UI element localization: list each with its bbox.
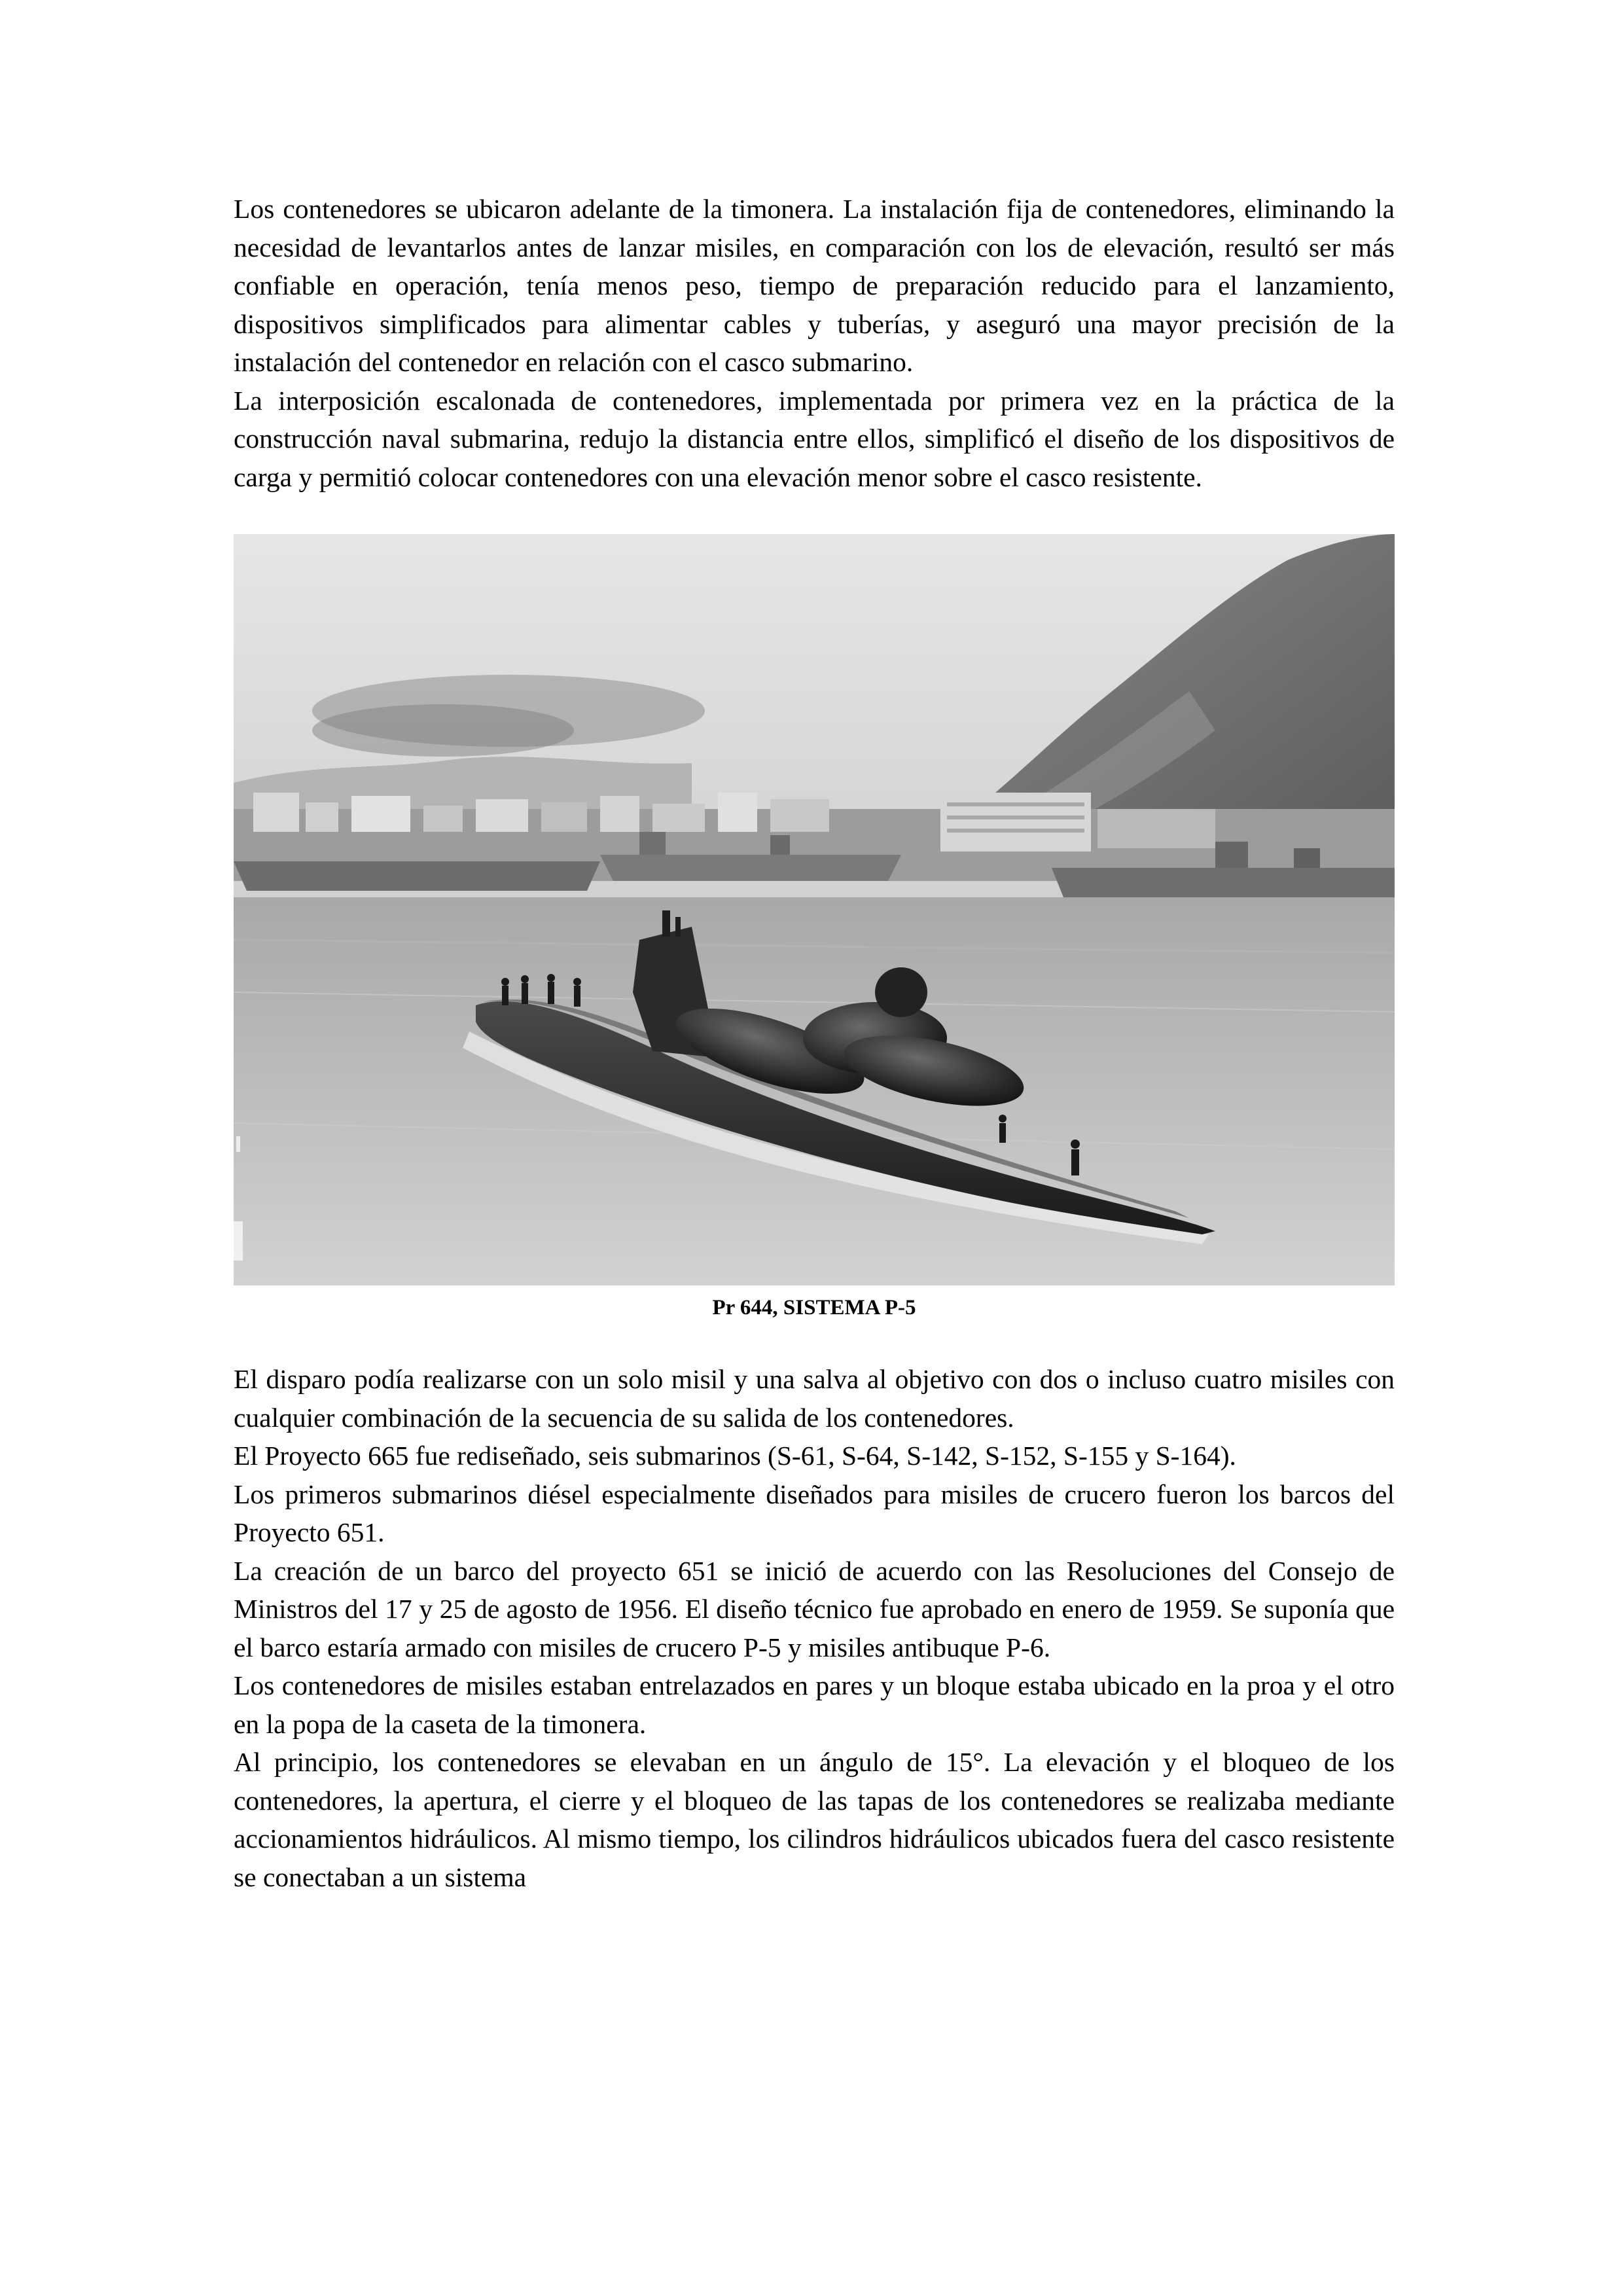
figure-caption: Pr 644, SISTEMA P-5: [712, 1296, 916, 1319]
spacer: [234, 1321, 1395, 1360]
paragraph-project-665: El Proyecto 665 fue rediseñado, seis submarinos (S-61, S-64, S-142, S-152, S-155 y S-164).: [234, 1441, 1236, 1471]
paragraph-staggered-containers: La interposición escalonada de contenedores, implementada por primera vez en la práctica de la construcción naval submarina, redujo la distancia entre ellos, simplificó el diseño de los dispositivos de carga y permitió colocar contenedores con una elevación menor sobre el casco resistente.: [234, 385, 1395, 492]
paragraph-firing: El disparo podía realizarse con un solo misil y una salva al objetivo con dos o incluso cuatro misiles con cualquier combinación de la secuencia de su salida de los contenedores.: [234, 1364, 1395, 1433]
submarine-photo-figure: [234, 534, 1395, 1285]
document-page: [234, 190, 1395, 1896]
paragraph-elevation: Al principio, los contenedores se elevaban en un ángulo de 15°. La elevación y el bloqueo de los contenedores, la apertura, el cierre y el bloqueo de las tapas de los contenedores se realizaba mediante accionamientos hidráulicos. Al mismo tiempo, los cilindros hidráulicos ubicados fuera del casco resistente se conectaban a un sistema: [234, 1747, 1395, 1892]
paragraph-container-fixed: Los contenedores se ubicaron adelante de la timonera. La instalación fija de contenedores, eliminando la necesidad de levantarlos antes de lanzar misiles, en comparación con los de elevación, resultó ser más confiable en operación, tenía menos peso, tiempo de preparación reducido para el lanzamiento, dispositivos simplificados para alimentar cables y tuberías, y aseguró una mayor precisión de la instalación del contenedor en relación con el casco submarino.: [234, 194, 1395, 377]
paragraph-first-diesel: Los primeros submarinos diésel especialmente diseñados para misiles de crucero fueron los barcos del Proyecto 651.: [234, 1479, 1395, 1547]
submarine-photo: [234, 534, 1395, 1285]
paragraph-containers-pairs: Los contenedores de misiles estaban entrelazados en pares y un bloque estaba ubicado en la proa y el otro en la popa de la caseta de la timonera.: [234, 1670, 1395, 1739]
paragraph-project-651: La creación de un barco del proyecto 651 se inició de acuerdo con las Resoluciones del Consejo de Ministros del 17 y 25 de agosto de 1956. El diseño técnico fue aprobado en enero de 1959. Se suponía que el barco estaría armado con misiles de crucero P-5 y misiles antibuque P-6.: [234, 1555, 1395, 1662]
